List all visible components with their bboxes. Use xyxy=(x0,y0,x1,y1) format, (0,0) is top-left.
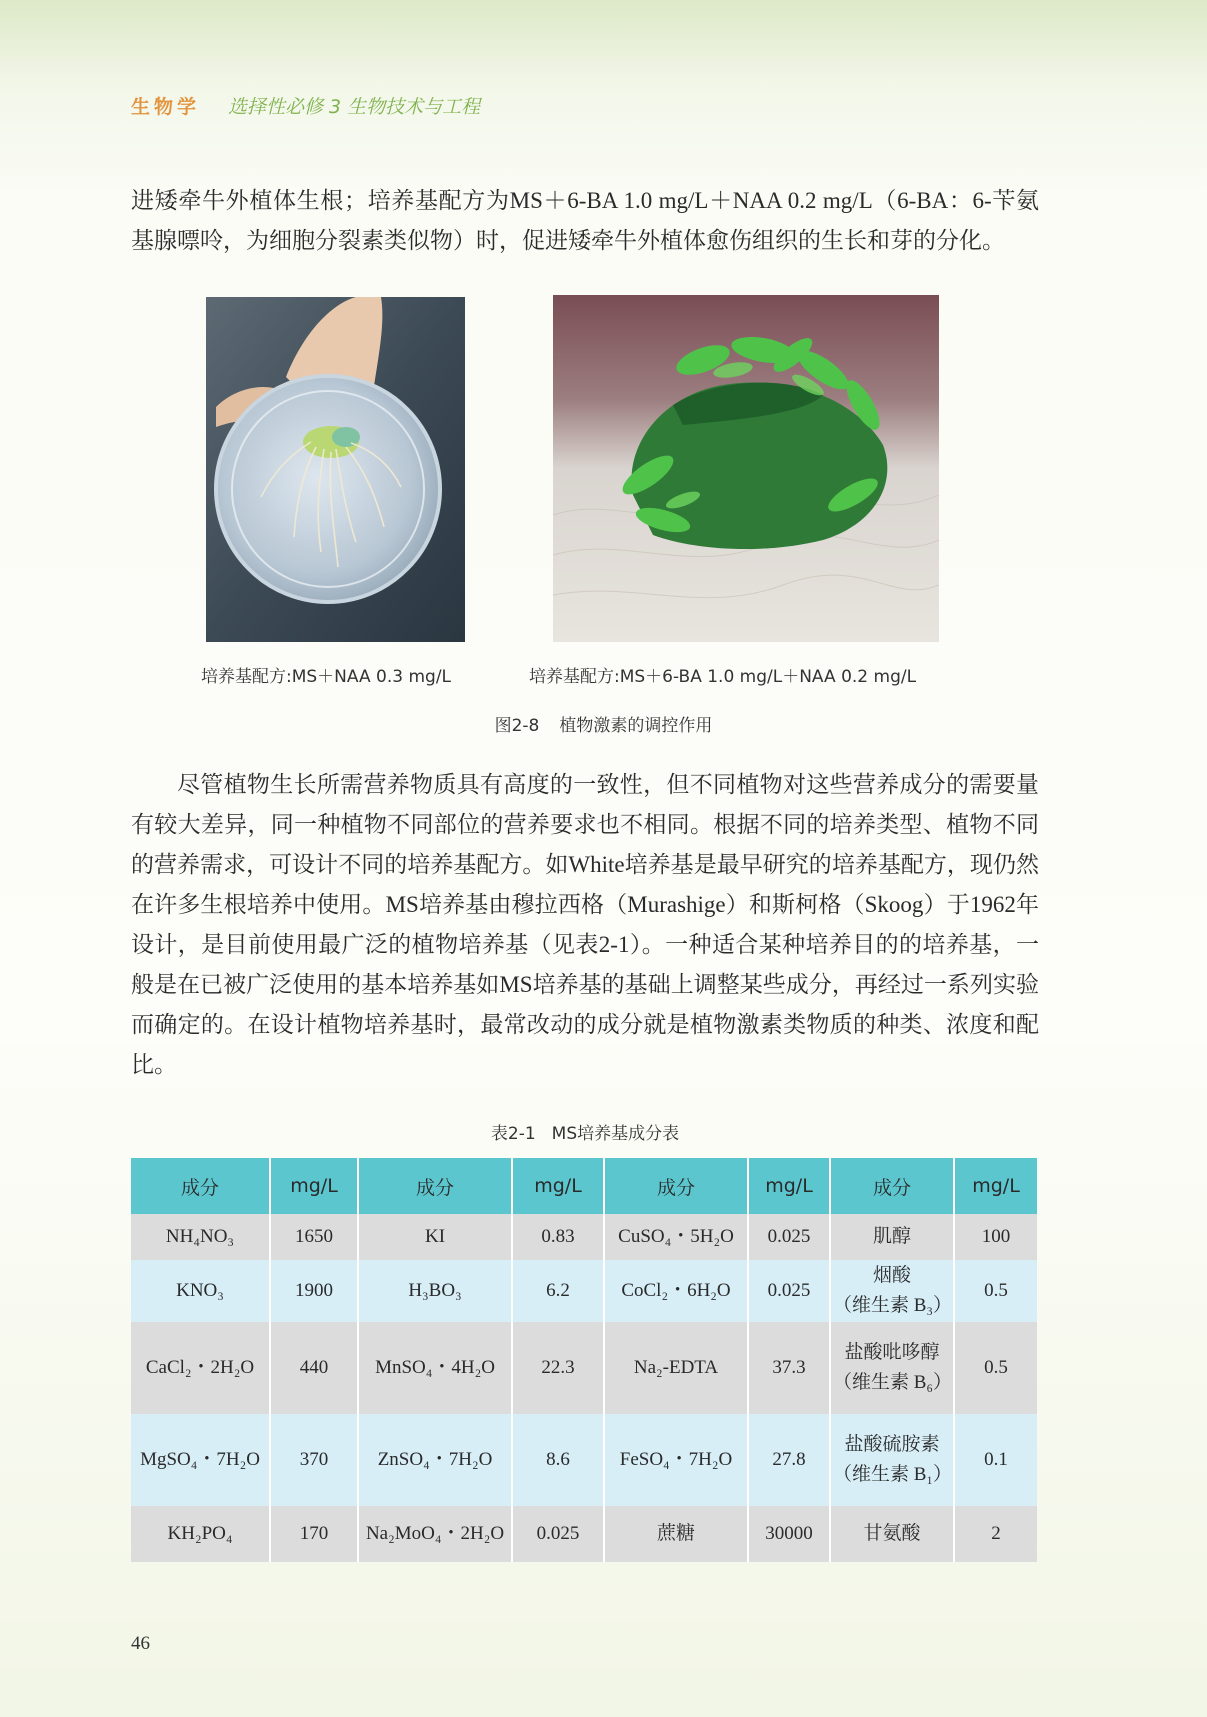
table-row xyxy=(131,1214,1037,1260)
component-cell: MnSO₄・4H₂O xyxy=(358,1322,512,1414)
component-name: 盐酸硫胺素 xyxy=(844,1434,940,1455)
component-cell: MgSO₄・7H₂O xyxy=(131,1414,270,1506)
component-cell: KH₂PO₄ xyxy=(131,1506,270,1562)
component-cell xyxy=(830,1260,954,1322)
component-cell: ZnSO₄・7H₂O xyxy=(358,1414,512,1506)
amount-cell: 0.025 xyxy=(512,1506,604,1562)
component-cell xyxy=(830,1214,954,1260)
column-header: 成分 xyxy=(604,1158,748,1214)
column-header: mg/L xyxy=(270,1158,358,1214)
amount-cell: 0.5 xyxy=(954,1260,1037,1322)
table-title-text: MS培养基成分表 xyxy=(551,1124,680,1144)
component-cell: NH₄NO₃ xyxy=(131,1214,270,1260)
amount-cell: 27.8 xyxy=(748,1414,830,1506)
component-cell: H₃BO₃ xyxy=(358,1260,512,1322)
component-cell: Na₂MoO₄・2H₂O xyxy=(358,1506,512,1562)
running-header xyxy=(131,92,480,119)
page-number: 46 xyxy=(131,1633,150,1654)
amount-cell: 0.83 xyxy=(512,1214,604,1260)
component-cell xyxy=(830,1506,954,1562)
amount-cell: 1650 xyxy=(270,1214,358,1260)
amount-cell: 0.025 xyxy=(748,1260,830,1322)
amount-cell: 2 xyxy=(954,1506,1037,1562)
table-header-row xyxy=(131,1158,1037,1214)
component-name: 盐酸吡哆醇 xyxy=(844,1342,940,1363)
column-header: 成分 xyxy=(830,1158,954,1214)
header-book-title: 选择性必修 3 生物技术与工程 xyxy=(228,96,481,118)
petri-dish-photo xyxy=(206,297,465,642)
component-cell xyxy=(830,1414,954,1506)
component-note: （维生素 B₁） xyxy=(833,1464,953,1485)
component-cell: FeSO₄・7H₂O xyxy=(604,1414,748,1506)
table-row xyxy=(131,1414,1037,1506)
component-cell: CaCl₂・2H₂O xyxy=(131,1322,270,1414)
component-cell: CoCl₂・6H₂O xyxy=(604,1260,748,1322)
figure-title xyxy=(0,711,1207,736)
table-title xyxy=(0,1119,1170,1144)
component-cell: 蔗糖 xyxy=(604,1506,748,1562)
table-row xyxy=(131,1322,1037,1414)
component-note: （维生素 B₆） xyxy=(833,1372,953,1393)
column-header: mg/L xyxy=(954,1158,1037,1214)
column-header: 成分 xyxy=(358,1158,512,1214)
amount-cell: 370 xyxy=(270,1414,358,1506)
table-row xyxy=(131,1506,1037,1562)
column-header: 成分 xyxy=(131,1158,270,1214)
table-row xyxy=(131,1260,1037,1322)
component-name: 烟酸 xyxy=(872,1265,911,1286)
column-header: mg/L xyxy=(748,1158,830,1214)
component-name: 甘氨酸 xyxy=(863,1523,921,1544)
component-cell: KI xyxy=(358,1214,512,1260)
component-cell: KNO₃ xyxy=(131,1260,270,1322)
amount-cell: 0.5 xyxy=(954,1322,1037,1414)
figure-caption-right: 培养基配方:MS＋6-BA 1.0 mg/L＋NAA 0.2 mg/L xyxy=(529,667,917,687)
amount-cell: 1900 xyxy=(270,1260,358,1322)
component-name: 肌醇 xyxy=(872,1226,911,1247)
paragraph-body: 尽管植物生长所需营养物质具有高度的一致性，但不同植物对这些营养成分的需要量有较大差异，同一种植物不同部位的营养要求也不相同。根据不同的培养类型、植物不同的营养需求，可设计不同的培养基配方。如White培养基是最早研究的培养基配方，现仍然在许多生根培养中使用。MS培养基由穆拉西格（Murashige）和斯柯格（Skoog）于1962年设计，是目前使用最广泛的植物培养基（见表2-1）。一种适合某种培养目的的培养基，一般是在已被广泛使用的基本培养基如MS培养基的基础上调整某些成分，再经过一系列实验而确定的。在设计植物培养基时，最常改动的成分就是植物激素类物质的种类、浓度和配比。 xyxy=(131,772,1039,1077)
amount-cell: 6.2 xyxy=(512,1260,604,1322)
column-header: mg/L xyxy=(512,1158,604,1214)
amount-cell: 8.6 xyxy=(512,1414,604,1506)
component-cell: Na₂-EDTA xyxy=(604,1322,748,1414)
component-note: （维生素 B₃） xyxy=(833,1295,953,1316)
paragraph-continued: 进矮牵牛外植体生根；培养基配方为MS＋6-BA 1.0 mg/L＋NAA 0.2 mg/L（6-BA：6-苄氨基腺嘌呤，为细胞分裂素类似物）时，促进矮牵牛外植体愈伤组织的生长和芽的分化。 xyxy=(131,188,1039,253)
figure-title-text: 植物激素的调控作用 xyxy=(559,716,713,736)
component-cell xyxy=(830,1322,954,1414)
amount-cell: 100 xyxy=(954,1214,1037,1260)
header-subject: 生物学 xyxy=(131,96,201,118)
callus-shoot-photo xyxy=(553,295,939,642)
amount-cell: 22.3 xyxy=(512,1322,604,1414)
amount-cell: 37.3 xyxy=(748,1322,830,1414)
amount-cell: 0.1 xyxy=(954,1414,1037,1506)
component-cell: CuSO₄・5H₂O xyxy=(604,1214,748,1260)
ms-medium-table xyxy=(131,1158,1037,1562)
figure-number: 图2-8 xyxy=(494,716,540,736)
amount-cell: 0.025 xyxy=(748,1214,830,1260)
figure-caption-left: 培养基配方:MS＋NAA 0.3 mg/L xyxy=(201,667,452,687)
table-number: 表2-1 xyxy=(490,1124,536,1144)
amount-cell: 170 xyxy=(270,1506,358,1562)
amount-cell: 440 xyxy=(270,1322,358,1414)
amount-cell: 30000 xyxy=(748,1506,830,1562)
